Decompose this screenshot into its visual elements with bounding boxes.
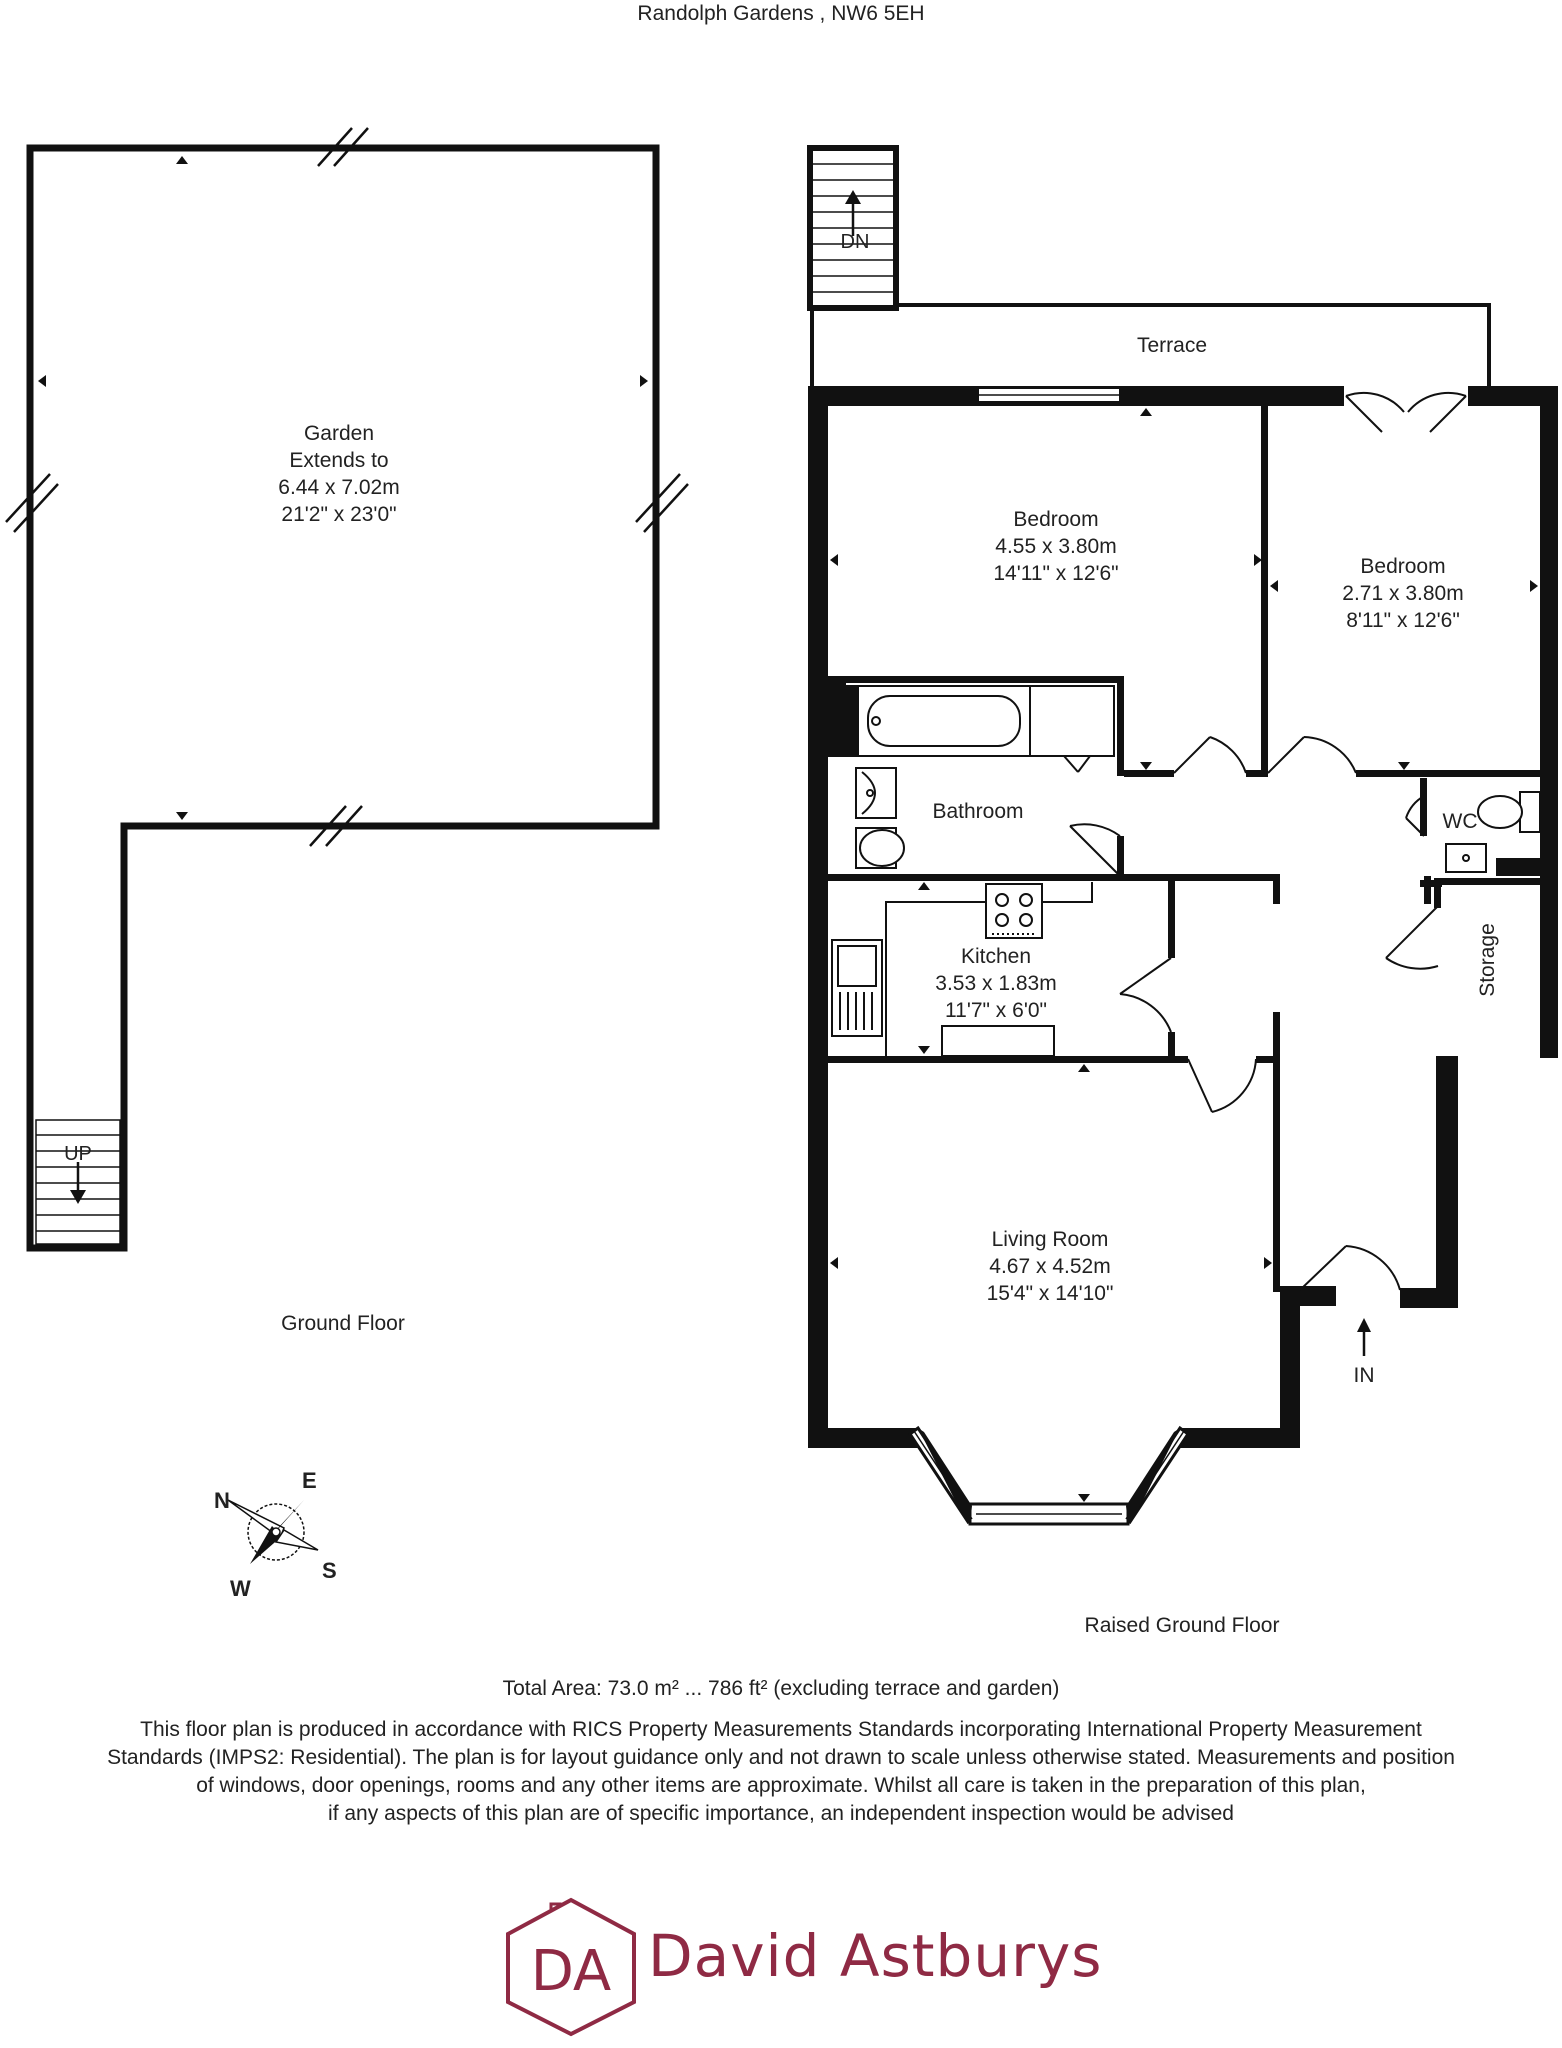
wc-name: WC: [1442, 810, 1478, 833]
disclaimer-line: of windows, door openings, rooms and any other items are approximate. Whilst all care is taken in the preparation of this plan,: [196, 1774, 1366, 1797]
kitchen-fixtures: [832, 882, 1092, 1056]
ground-floor-plan: [6, 128, 688, 1335]
garden-imperial: 21'2" x 23'0": [281, 503, 397, 526]
stairs-down: [810, 148, 896, 308]
disclaimer-line: This floor plan is produced in accordance with RICS Property Measurements Standards incorporating International Property Measurement: [140, 1718, 1422, 1741]
entrance-arrow: [1357, 1318, 1371, 1356]
terrace-label: Terrace: [1136, 334, 1208, 357]
bedroom2-metric: 2.71 x 3.80m: [1342, 582, 1464, 605]
bathroom-fixtures: [828, 686, 1114, 868]
kitchen-name: Kitchen: [960, 945, 1032, 968]
bedroom2-imperial: 8'11" x 12'6": [1346, 609, 1460, 632]
living-room-name: Living Room: [991, 1228, 1109, 1251]
bay-window: [910, 1428, 1188, 1524]
stairs-up-label: UP: [64, 1143, 92, 1165]
compass-rose: [214, 1468, 337, 1601]
bedroom1-imperial: 14'11" x 12'6": [993, 562, 1119, 585]
storage-name: Storage: [1476, 923, 1499, 997]
terrace-double-doors: [1346, 393, 1466, 432]
disclaimer: [0, 1716, 1562, 1828]
compass-e: E: [302, 1468, 317, 1493]
stairs-down-label: DN: [840, 231, 870, 253]
bedroom1-metric: 4.55 x 3.80m: [995, 535, 1117, 558]
total-area: Total Area: 73.0 m² ... 786 ft² (excluding terrace and garden): [502, 1677, 1060, 1700]
garden-stairs-up: [36, 1120, 120, 1244]
entrance-label: IN: [1353, 1364, 1375, 1387]
logo-monogram: DA: [530, 1939, 612, 2004]
plan-title: Randolph Gardens , NW6 5EH: [637, 2, 925, 25]
ground-floor-label: Ground Floor: [281, 1312, 405, 1335]
door-swings: [1070, 737, 1438, 1290]
bedroom2-name: Bedroom: [1360, 555, 1446, 578]
kitchen-imperial: 11'7" x 6'0": [945, 999, 1047, 1022]
compass-s: S: [322, 1558, 337, 1583]
garden-outline: [30, 148, 656, 1248]
disclaimer-line: if any aspects of this plan are of specific importance, an independent inspection would be advised: [328, 1802, 1234, 1825]
raised-ground-floor-plan: [808, 148, 1558, 1637]
agency-name: David Astburys: [648, 1922, 1103, 1990]
raised-ground-floor-label: Raised Ground Floor: [1084, 1614, 1280, 1637]
kitchen-metric: 3.53 x 1.83m: [935, 972, 1057, 995]
bedroom1-name: Bedroom: [1013, 508, 1099, 531]
living-room-imperial: 15'4" x 14'10": [986, 1282, 1114, 1305]
compass-n: N: [214, 1488, 230, 1513]
garden-name: Garden: [303, 422, 375, 445]
garden-metric: 6.44 x 7.02m: [278, 476, 400, 499]
bathroom-name: Bathroom: [932, 800, 1024, 823]
exterior-walls: [808, 386, 1558, 1448]
agency-logo-mark: [496, 1894, 646, 2040]
compass-w: W: [230, 1576, 251, 1601]
living-room-metric: 4.67 x 4.52m: [989, 1255, 1111, 1278]
interior-walls: [826, 402, 1542, 1292]
garden-note: Extends to: [289, 449, 389, 472]
disclaimer-line: Standards (IMPS2: Residential). The plan is for layout guidance only and not drawn to scale unless otherwise stated. Measurements and position: [107, 1746, 1455, 1769]
